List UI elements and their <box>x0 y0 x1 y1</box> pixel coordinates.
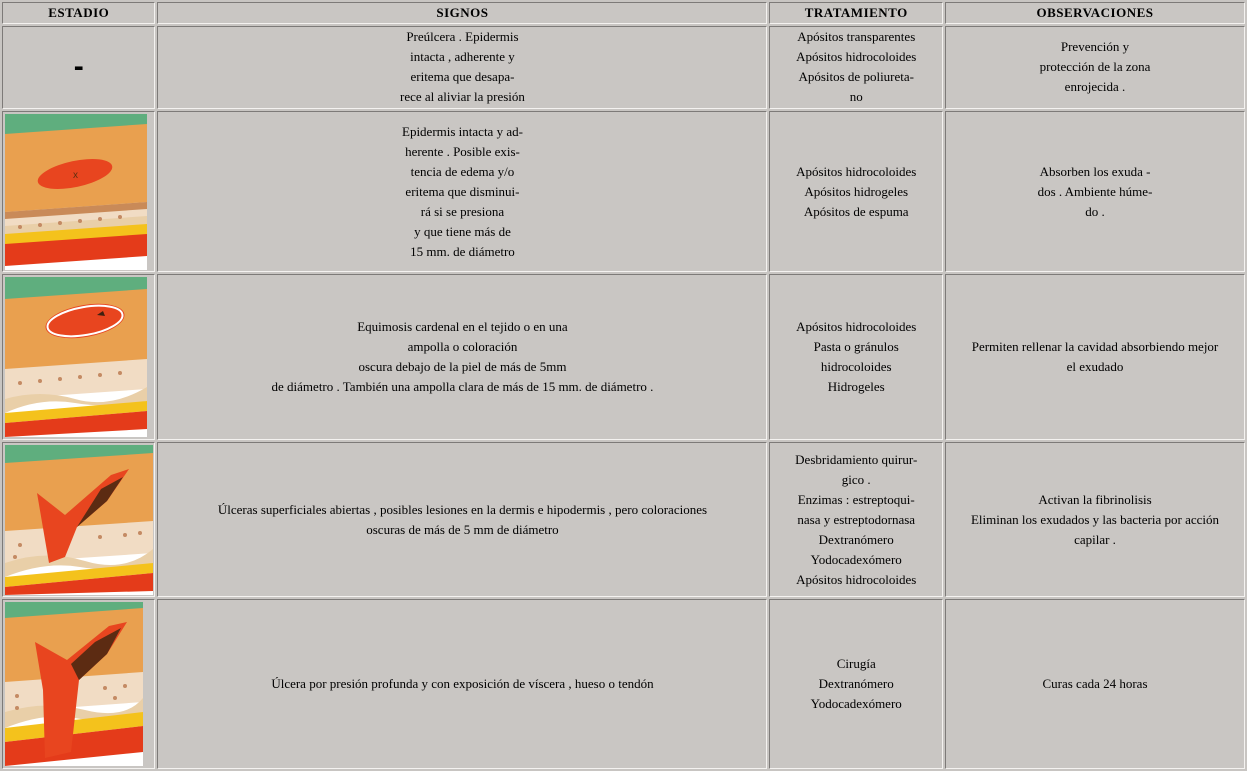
text-line: nasa y estreptodornasa <box>797 511 916 527</box>
svg-text:x: x <box>73 169 78 181</box>
estadio-cell <box>2 274 155 440</box>
tratamiento-cell <box>769 26 943 109</box>
text-line: eritema que desapa- <box>410 69 515 85</box>
text-line: Prevención y <box>1060 39 1130 55</box>
tratamiento-cell <box>769 111 943 273</box>
text-line: rece al aliviar la presión <box>400 89 525 105</box>
text-line: oscura debajo de la piel de más de 5mm <box>358 359 567 375</box>
table-row <box>2 26 1245 109</box>
table-row <box>2 442 1245 597</box>
text-line: Cirugía <box>836 656 876 672</box>
signos-cell <box>157 26 767 109</box>
signos-cell <box>157 599 767 769</box>
stage-4-skin-illustration <box>5 602 143 766</box>
text-line: de diámetro . También una ampolla clara de más de 15 mm. de diámetro . <box>271 379 654 395</box>
signos-cell <box>157 274 767 440</box>
text-line: Apósitos hidrocoloides <box>796 163 917 179</box>
text-line: Úlcera por presión profunda y con exposición de víscera , hueso o tendón <box>271 676 654 692</box>
text-line: Dextranómero <box>818 676 894 692</box>
text-line: Preúlcera . Epidermis <box>406 29 519 45</box>
estadio-cell <box>2 442 155 597</box>
header-estadio: ESTADIO <box>2 2 155 24</box>
text-line: Yodocadexómero <box>810 696 902 712</box>
text-line: rá si se presiona <box>420 203 505 219</box>
text-line: y que tiene más de <box>414 223 511 239</box>
tratamiento-cell <box>769 599 943 769</box>
header-observaciones: OBSERVACIONES <box>945 2 1245 24</box>
text-line: ampolla o coloración <box>407 339 518 355</box>
text-line: Pasta o gránulos <box>813 339 899 355</box>
text-line: Yodocadexómero <box>810 551 902 567</box>
table-row <box>2 274 1245 440</box>
observaciones-cell <box>945 274 1245 440</box>
observaciones-cell <box>945 111 1245 273</box>
observaciones-cell <box>945 599 1245 769</box>
text-line: Epidermis intacta y ad- <box>402 123 523 139</box>
text-line: eritema que disminui- <box>405 183 520 199</box>
text-line: protección de la zona <box>1039 59 1151 75</box>
text-line: Activan la fibrinolisis <box>1038 491 1152 507</box>
observaciones-cell <box>945 26 1245 109</box>
tratamiento-cell <box>769 274 943 440</box>
text-line: capilar . <box>1074 531 1116 547</box>
estadio-cell <box>2 111 155 273</box>
text-line: Equimosis cardenal en el tejido o en una <box>357 319 568 335</box>
text-line: herente . Posible exis- <box>405 143 520 159</box>
stage-dash: - <box>73 50 84 84</box>
text-line: intacta , adherente y <box>410 49 515 65</box>
text-line: Apósitos hidrocoloides <box>796 319 917 335</box>
text-line: hidrocoloides <box>820 359 892 375</box>
text-line: Apósitos de espuma <box>803 203 909 219</box>
text-line: Permiten rellenar la cavidad absorbiendo mejor <box>971 339 1219 355</box>
text-line: Apósitos de poliureta- <box>798 69 914 85</box>
text-line: Dextranómero <box>818 531 894 547</box>
stage-3-skin-illustration <box>5 445 153 595</box>
text-line: Apósitos hidrogeles <box>804 183 909 199</box>
text-line: enrojecida . <box>1064 79 1126 95</box>
text-line: Absorben los exuda - <box>1039 163 1151 179</box>
text-line: no <box>849 89 863 105</box>
observaciones-cell <box>945 442 1245 597</box>
text-line: Úlceras superficiales abiertas , posibles lesiones en la dermis e hipodermis , pero coloraciones <box>217 501 708 517</box>
text-line: Eliminan los exudados y las bacteria por acción <box>970 511 1219 527</box>
table-row <box>2 111 1245 273</box>
text-line: Apósitos transparentes <box>797 29 916 45</box>
header-row <box>2 2 1245 24</box>
text-line: Apósitos hidrocoloides <box>796 49 917 65</box>
estadio-cell <box>2 599 155 769</box>
text-line: Hidrogeles <box>827 379 885 395</box>
text-line: gico . <box>841 471 871 487</box>
header-signos: SIGNOS <box>157 2 767 24</box>
stage-2-skin-illustration <box>5 277 147 437</box>
text-line: 15 mm. de diámetro <box>410 243 515 259</box>
text-line: tencia de edema y/o <box>410 163 515 179</box>
text-line: Apósitos hidrocoloides <box>796 571 917 587</box>
signos-cell <box>157 442 767 597</box>
signos-cell <box>157 111 767 273</box>
stage-1-skin-illustration <box>5 114 147 270</box>
text-line: oscuras de más de 5 mm de diámetro <box>366 521 559 537</box>
text-line: dos . Ambiente húme- <box>1037 183 1153 199</box>
tratamiento-cell <box>769 442 943 597</box>
text-line: Enzimas : estreptoqui- <box>797 491 915 507</box>
table-row <box>2 599 1245 769</box>
text-line: do . <box>1085 203 1105 219</box>
text-line: Curas cada 24 horas <box>1042 676 1148 692</box>
text-line: Desbridamiento quirur- <box>795 451 918 467</box>
estadio-cell <box>2 26 155 109</box>
header-tratamiento: TRATAMIENTO <box>769 2 943 24</box>
text-line: el exudado <box>1066 359 1124 375</box>
